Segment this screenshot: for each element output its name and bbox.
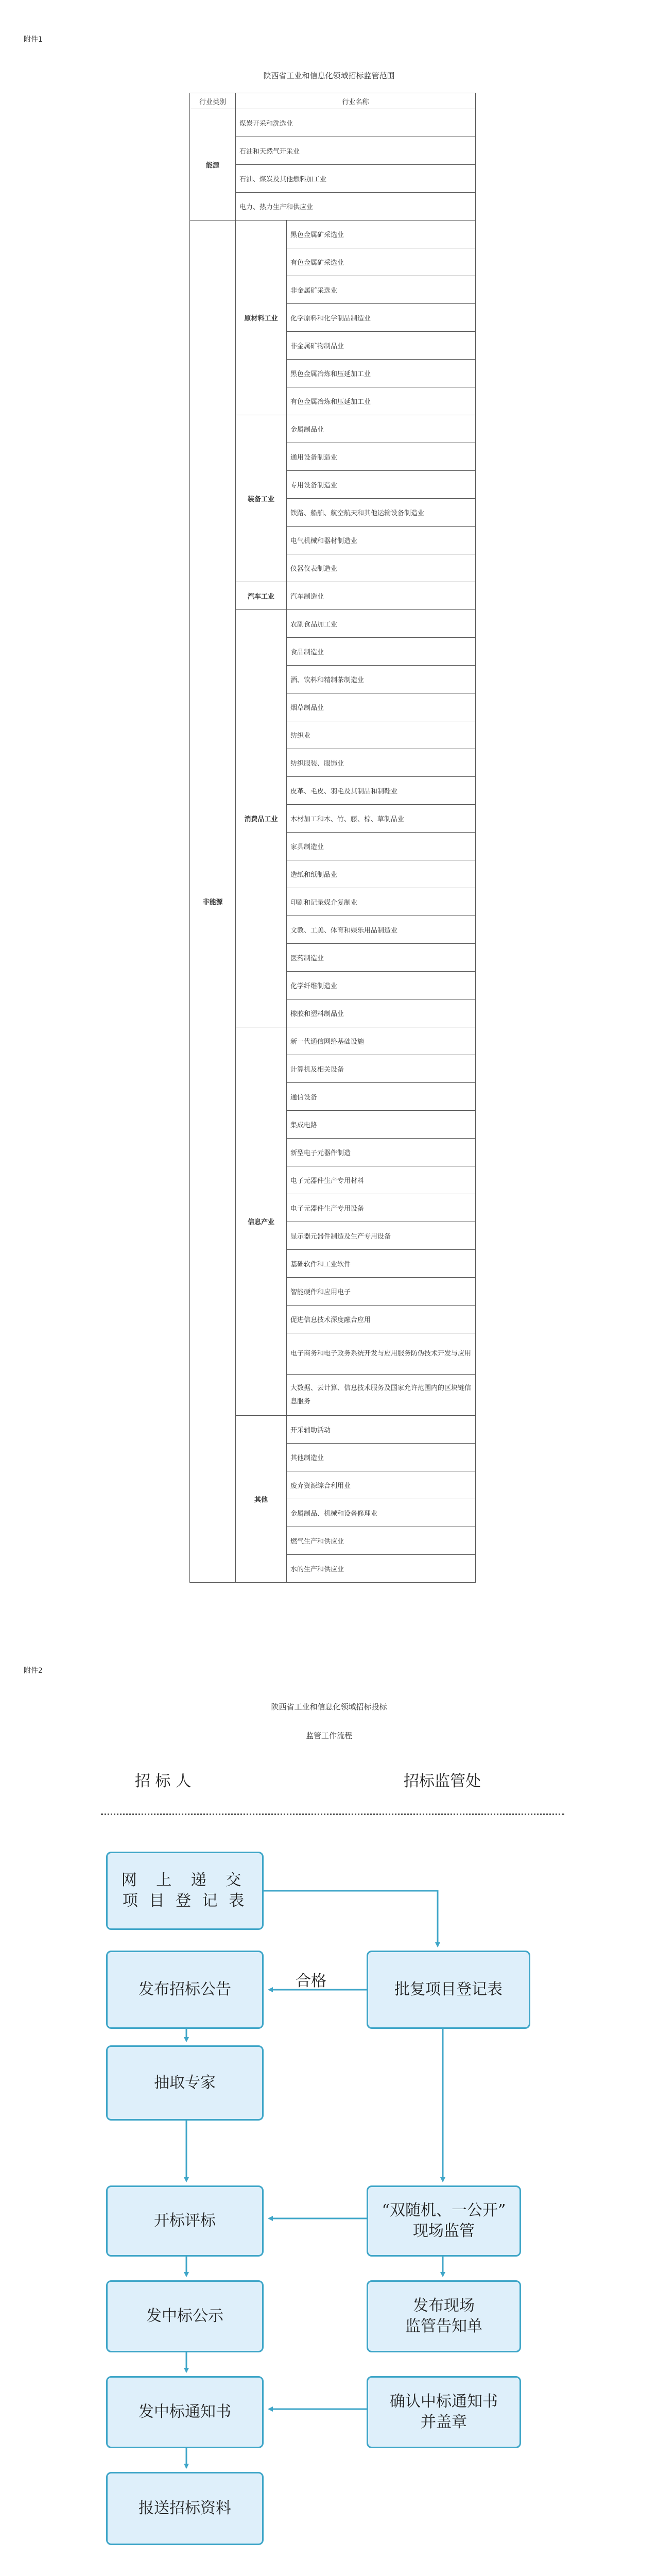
header-category: 行业类别 [190,93,236,109]
industry-name-cell: 大数据、云计算、信息技术服务及国家允许范围内的区块链信息服务 [287,1375,476,1416]
industry-name-cell: 基础软件和工业软件 [287,1250,476,1278]
box-open-bid-text: 开标评标 [154,2212,216,2230]
box-award-notice-text: 发中标通知书 [138,2403,231,2421]
box-confirm-award [367,2376,521,2448]
industry-name-cell: 铁路、船舶、航空航天和其他运输设备制造业 [287,499,476,527]
box-publicity-text: 发中标公示 [146,2307,223,2325]
industry-name-cell: 仪器仪表制造业 [287,554,476,582]
industry-name-cell: 石油、煤炭及其他燃料加工业 [236,165,476,193]
industry-name-cell: 通用设备制造业 [287,443,476,471]
industry-name-cell: 专用设备制造业 [287,471,476,499]
column-header-bidder: 招 标 人 [135,1772,192,1790]
industry-name-cell: 化学原料和化学制品制造业 [287,304,476,332]
box-submit-registration [106,1852,264,1930]
industry-name-cell: 化学纤维制造业 [287,972,476,999]
box-submit-registration-line2: 项 目 登 记 表 [122,1892,248,1910]
industry-name-cell: 农副食品加工业 [287,610,476,638]
industry-name-cell: 文教、工美、体育和娱乐用品制造业 [287,916,476,944]
industry-name-cell: 水的生产和供应业 [287,1555,476,1583]
industry-name-cell: 橡胶和塑料制品业 [287,999,476,1027]
industry-name-cell: 其他制造业 [287,1444,476,1471]
box-approve-registration [367,1951,530,2029]
industry-name-cell: 非金属矿物制品业 [287,332,476,360]
industry-name-cell: 食品制造业 [287,638,476,666]
industry-name-cell: 纺织业 [287,721,476,749]
industry-name-cell: 木材加工和木、竹、藤、棕、草制品业 [287,805,476,833]
industry-name-cell: 汽车制造业 [287,582,476,610]
attachment1-title: 陕西省工业和信息化领域招标监管范围 [263,71,395,80]
box-approve-text: 批复项目登记表 [394,1980,503,1998]
industry-name-cell: 开采辅助活动 [287,1416,476,1444]
industry-name-cell: 电子元器件生产专用材料 [287,1166,476,1194]
group-cell: 装备工业 [236,415,287,582]
industry-name-cell: 集成电路 [287,1111,476,1139]
attachment1-label: 附件1 [24,36,43,44]
industry-name-cell: 非金属矿采选业 [287,276,476,304]
industry-name-cell: 纺织服装、服饰业 [287,749,476,777]
industry-name-cell: 黑色金属矿采选业 [287,221,476,248]
industry-name-cell: 有色金属矿采选业 [287,248,476,276]
box-confirm-award-line1: 确认中标通知书 [390,2393,498,2411]
column-header-supervision: 招标监管处 [404,1772,481,1790]
box-submit-documents-text: 报送招标资料 [138,2499,231,2517]
attachment2-label: 附件2 [24,1667,43,1675]
box-supervision-notice [367,2280,521,2352]
industry-name-cell: 金属制品业 [287,415,476,443]
industry-name-cell: 计算机及相关设备 [287,1055,476,1083]
group-cell: 信息产业 [236,1027,287,1416]
arrow-register-to-approve [264,1891,438,1946]
industry-name-cell: 煤炭开采和洗选业 [236,109,476,137]
industry-name-cell: 皮革、毛皮、羽毛及其制品和制鞋业 [287,777,476,805]
industry-name-cell: 造纸和纸制品业 [287,860,476,888]
industry-name-cell: 促进信息技术深度融合应用 [287,1306,476,1333]
category-cell: 非能源 [190,221,236,1583]
industry-name-cell: 新一代通信网络基础设施 [287,1027,476,1055]
pass-label: 合格 [296,1972,326,1990]
industry-name-cell: 印刷和记录媒介复制业 [287,888,476,916]
industry-name-cell: 电子元器件生产专用设备 [287,1194,476,1222]
box-publish-notice-text: 发布招标公告 [138,1980,231,1998]
box-extract-experts-text: 抽取专家 [154,2074,216,2092]
industry-name-cell: 电子商务和电子政务系统开发与应用服务防伪技术开发与应用 [287,1333,476,1375]
industry-name-cell: 烟草制品业 [287,693,476,721]
industry-name-cell: 石油和天然气开采业 [236,137,476,165]
category-cell: 能源 [190,109,236,221]
header-industry: 行业名称 [236,93,476,109]
industry-name-cell: 家具制造业 [287,833,476,860]
box-submit-registration-line1: 网 上 递 交 [121,1871,249,1889]
industry-name-cell: 燃气生产和供应业 [287,1527,476,1555]
industry-name-cell: 有色金属冶炼和压延加工业 [287,387,476,415]
box-extract-experts [106,2045,264,2121]
box-publicity [106,2280,264,2352]
industry-name-cell: 通信设备 [287,1083,476,1111]
box-award-notice [106,2376,264,2448]
group-cell: 其他 [236,1416,287,1583]
attachment2-title-line1: 陕西省工业和信息化领域招标投标 [271,1702,387,1711]
box-onsite-supervision-line2: 现场监管 [413,2222,475,2240]
box-open-bid [106,2185,264,2257]
attachment2-title-line2: 监管工作流程 [305,1731,352,1740]
group-cell: 汽车工业 [236,582,287,610]
industry-name-cell: 电气机械和器材制造业 [287,527,476,554]
box-onsite-supervision-line1: “双随机、一公开” [382,2201,506,2219]
industry-name-cell: 废弃资源综合利用业 [287,1471,476,1499]
industry-name-cell: 新型电子元器件制造 [287,1139,476,1166]
box-supervision-notice-line1: 发布现场 [413,2297,475,2315]
group-cell: 原材料工业 [236,221,287,415]
box-onsite-supervision [367,2185,521,2257]
industry-name-cell: 智能硬件和应用电子 [287,1278,476,1306]
industry-name-cell: 电力、热力生产和供应业 [236,193,476,221]
box-submit-documents [106,2472,264,2545]
group-cell: 消费品工业 [236,610,287,1027]
industry-name-cell: 酒、饮料和精制茶制造业 [287,666,476,693]
box-confirm-award-line2: 并盖章 [421,2413,467,2431]
box-supervision-notice-line2: 监管告知单 [405,2317,482,2335]
industry-name-cell: 黑色金属冶炼和压延加工业 [287,360,476,387]
industry-name-cell: 显示器元器件制造及生产专用设备 [287,1222,476,1250]
industry-name-cell: 金属制品、机械和设备修理业 [287,1499,476,1527]
box-publish-notice [106,1951,264,2029]
industry-name-cell: 医药制造业 [287,944,476,972]
